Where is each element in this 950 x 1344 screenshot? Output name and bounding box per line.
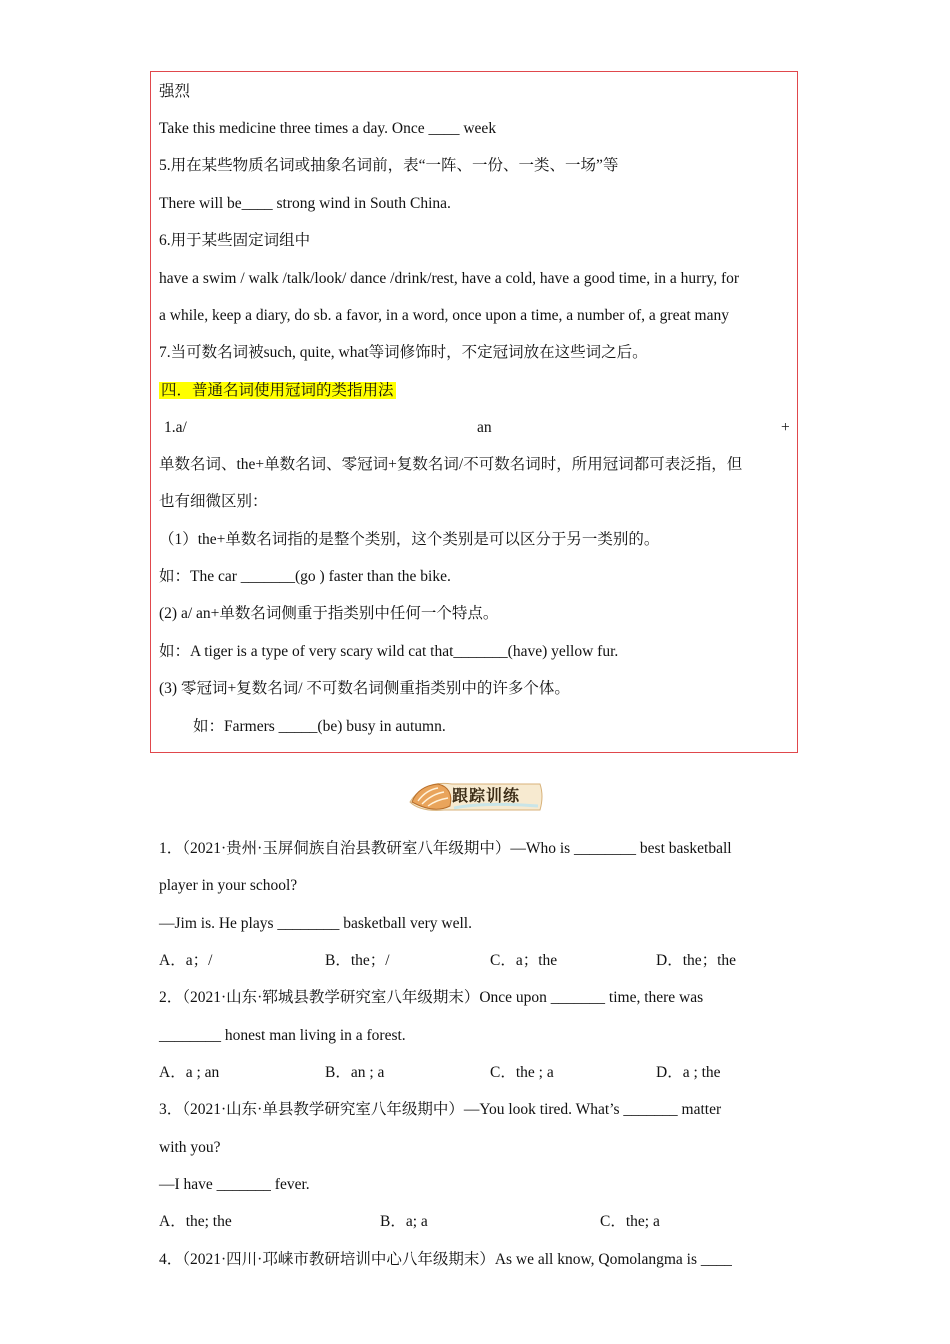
note-line: （1）the+单数名词指的是整个类别，这个类别是可以区分于另一类别的。 [159, 531, 660, 548]
option-b[interactable]: B．an ; a [325, 1064, 385, 1081]
question-stem: 4．（2021·四川·邛崃市教研培训中心八年级期末）As we all know, Qomolangma is ____ [159, 1251, 732, 1268]
option-a[interactable]: A．a ; an [159, 1064, 220, 1081]
question-stem: —Jim is. He plays ________ basketball very well. [159, 915, 472, 932]
note-line: 6.用于某些固定词组中 [159, 232, 311, 249]
note-line: 如：Farmers _____(be) busy in autumn. [193, 718, 446, 735]
question-stem: with you? [159, 1139, 221, 1156]
note-line: 如：The car _______(go ) faster than the bike. [159, 568, 451, 585]
note-fragment: 1.a/ [164, 419, 187, 436]
note-line: There will be____ strong wind in South China. [159, 195, 451, 212]
question-stem: 3．（2021·山东·单县教学研究室八年级期中）—You look tired. What’s _______ matter [159, 1101, 722, 1118]
note-line: a while, keep a diary, do sb. a favor, in a word, once upon a time, a number of, a great many [159, 307, 729, 324]
note-line: 强烈 [159, 83, 191, 100]
option-c[interactable]: C．the; a [600, 1213, 660, 1230]
note-line: have a swim / walk /talk/look/ dance /drink/rest, have a cold, have a good time, in a hurry, for [159, 270, 740, 287]
note-line: (3) 零冠词+复数名词/ 不可数名词侧重指类别中的许多个体。 [159, 680, 570, 697]
option-c[interactable]: C．the ; a [490, 1064, 554, 1081]
note-line: (2) a/ an+单数名词侧重于指类别中任何一个特点。 [159, 605, 499, 622]
option-a[interactable]: A．a；/ [159, 952, 213, 969]
question-stem: player in your school? [159, 877, 298, 894]
note-line: 5.用在某些物质名词或抽象名词前，表“一阵、一份、一类、一场”等 [159, 157, 619, 174]
option-d[interactable]: D．a ; the [656, 1064, 721, 1081]
note-line: Take this medicine three times a day. Once ____ week [159, 120, 497, 137]
note-line: 也有细微区别： [159, 493, 268, 510]
section-heading [159, 381, 396, 401]
option-d[interactable]: D．the；the [656, 952, 737, 969]
question-stem: 1．（2021·贵州·玉屏侗族自治县教研室八年级期中）—Who is ________ best basketball [159, 840, 732, 857]
heading-text: 四．普通名词使用冠词的类指用法 [161, 382, 394, 399]
note-fragment: + [781, 419, 790, 436]
question-stem: ________ honest man living in a forest. [159, 1027, 406, 1044]
option-c[interactable]: C．a；the [490, 952, 558, 969]
note-line: 如：A tiger is a type of very scary wild cat that_______(have) yellow fur. [159, 643, 619, 660]
note-line: 7.当可数名词被such, quite, what等词修饰时，不定冠词放在这些词之后。 [159, 344, 648, 361]
note-fragment: an [477, 419, 492, 436]
section-title: 跟踪训练 [452, 786, 521, 805]
note-line: 单数名词、the+单数名词、零冠词+复数名词/不可数名词时，所用冠词都可表泛指，但 [159, 456, 743, 473]
question-stem: 2．（2021·山东·郓城县教学研究室八年级期末）Once upon _______ time, there was [159, 989, 704, 1006]
option-a[interactable]: A．the; the [159, 1213, 232, 1230]
option-b[interactable]: B．a; a [380, 1213, 428, 1230]
question-stem: —I have _______ fever. [159, 1176, 310, 1193]
option-b[interactable]: B．the；/ [325, 952, 390, 969]
